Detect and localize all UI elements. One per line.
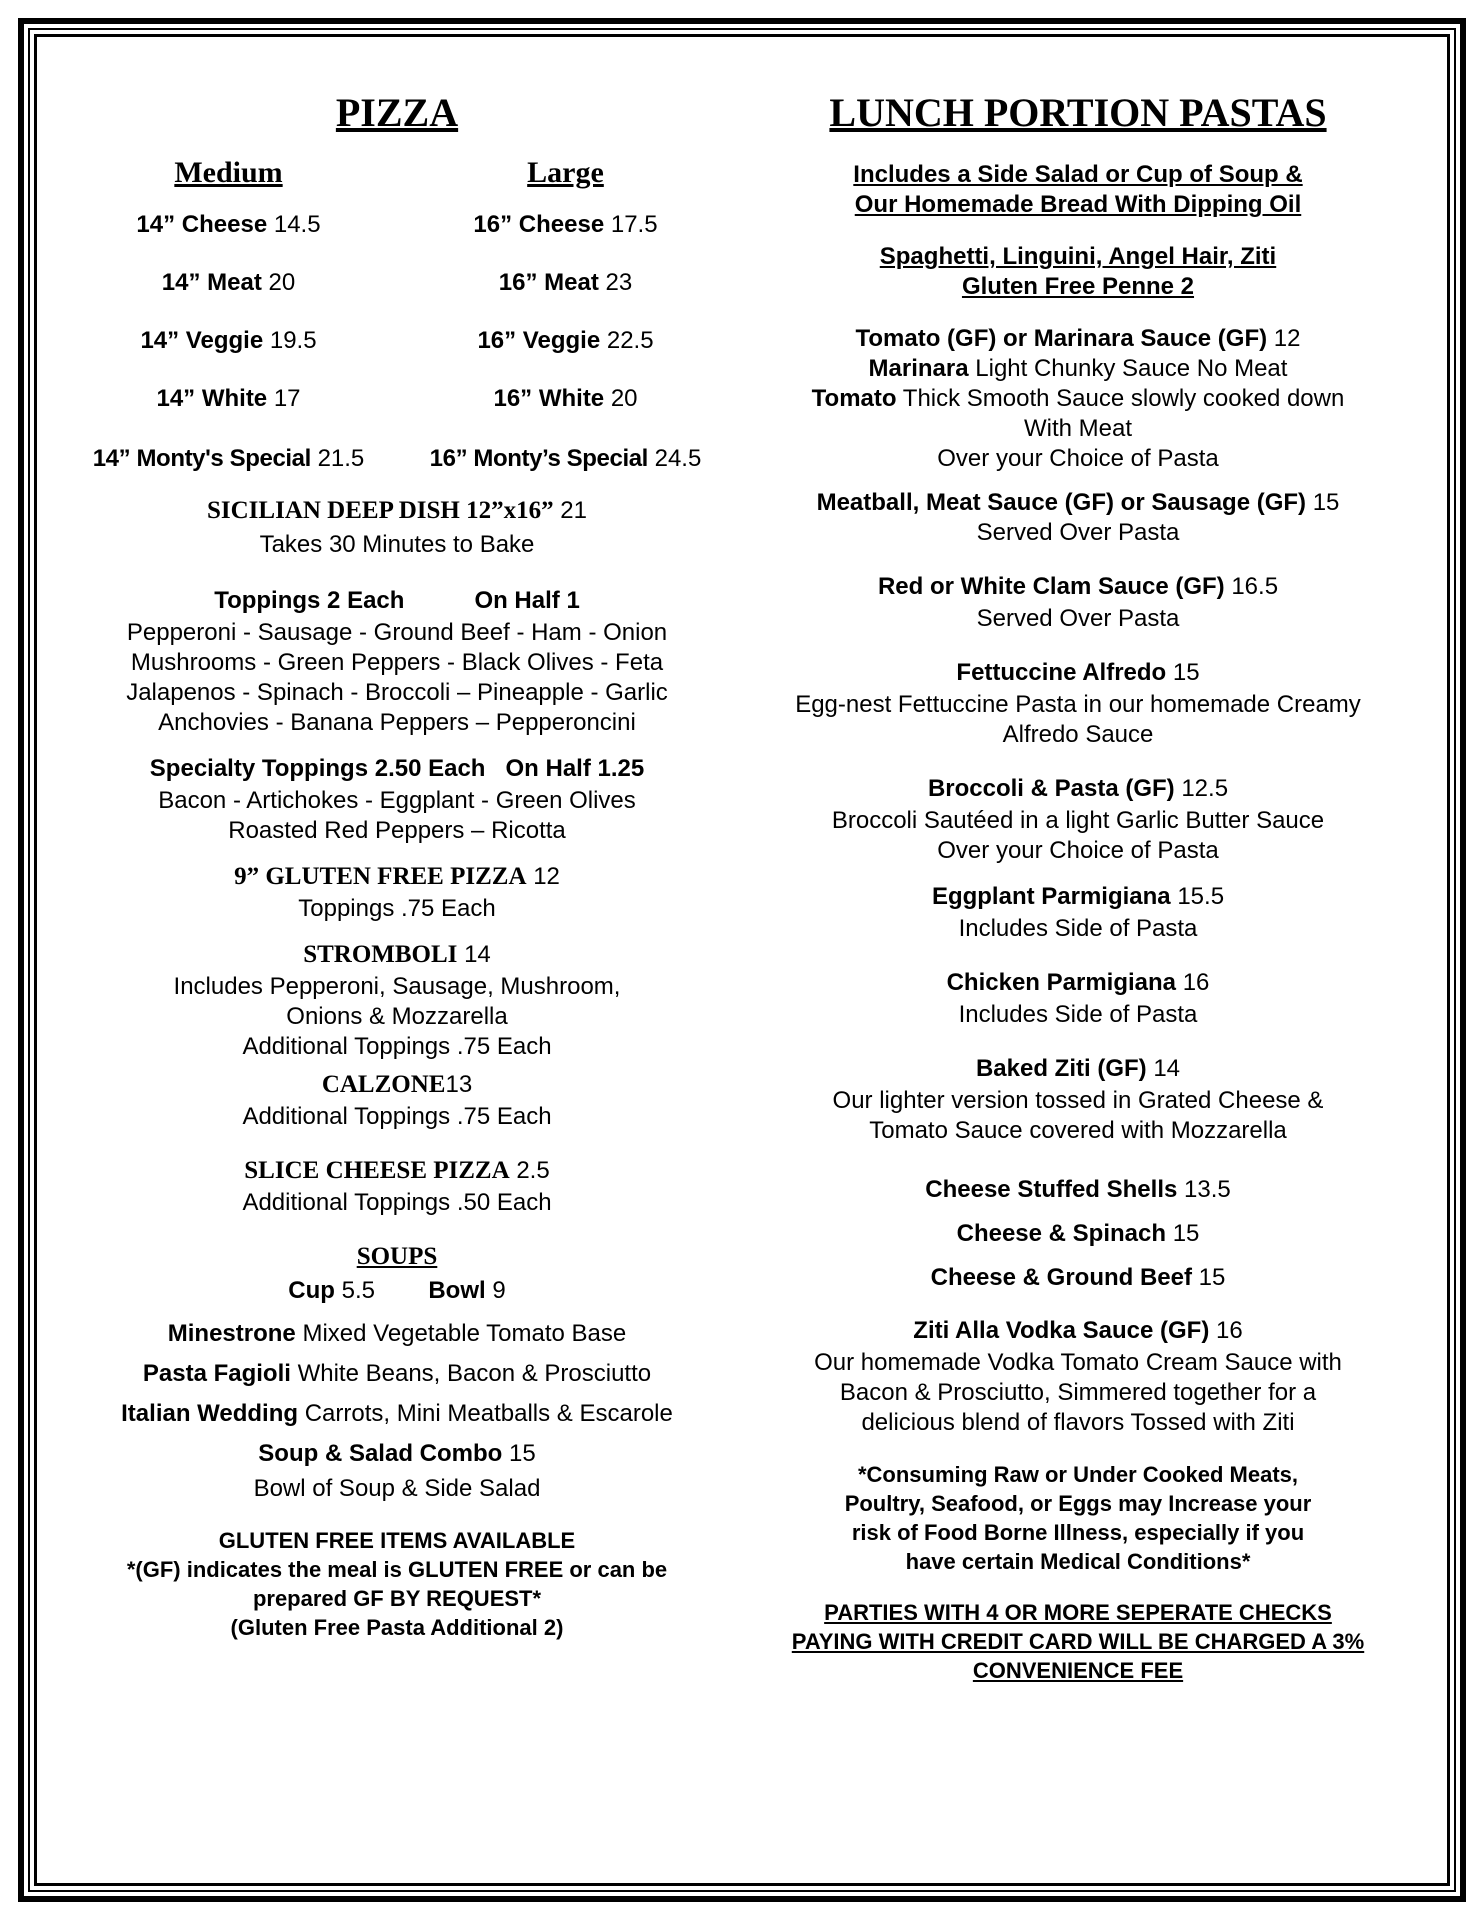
stromboli-line: Onions & Mozzarella [286,1003,508,1030]
calzone-price: 13 [445,1071,473,1098]
pizza-size-grid [60,150,734,488]
soups-heading: SOUPS [356,1243,438,1270]
broccoli-item: Broccoli & Pasta (GF) 12.5 Broccoli Sautéed in a light Garlic Butter Sauce Over your Choice of Pasta [831,775,1325,864]
pasta-types: Spaghetti, Linguini, Angel Hair, Ziti Gluten Free Penne 2 [879,243,1277,300]
soup-combo: Soup & Salad Combo 15 [258,1440,536,1467]
stromboli-name: STROMBOLI [303,941,458,968]
menu-item: Cheese & Ground Beef 15 [930,1264,1226,1291]
slice-name: SLICE CHEESE PIZZA [244,1157,510,1184]
menu-item: 14” Cheese 14.5 [136,211,321,238]
stromboli-line: Includes Pepperoni, Sausage, Mushroom, [173,973,621,1000]
toppings-line: Mushrooms - Green Peppers - Black Olives - Feta [130,649,664,676]
toppings-section [60,584,734,738]
alfredo-item: Fettuccine Alfredo 15 Egg-nest Fettuccine Pasta in our homemade Creamy Alfredo Sauce [795,659,1361,748]
menu-item: 16” Monty’s Special 24.5 [429,445,702,472]
sicilian-price: 21 [560,497,587,524]
medium-heading: Medium [174,156,283,189]
menu-item: Cheese Stuffed Shells 13.5 [925,1176,1231,1203]
menu-item: Cheese & Spinach 15 [956,1220,1200,1247]
sicilian-note: Takes 30 Minutes to Bake [259,531,535,558]
toppings-label: Toppings 2 Each [214,587,405,614]
soup-item: Pasta Fagioli White Beans, Bacon & Prosciutto [142,1360,652,1387]
soup-item: Minestrone Mixed Vegetable Tomato Base [167,1320,627,1347]
medium-column [60,150,397,488]
food-warning: *Consuming Raw or Under Cooked Meats, Poultry, Seafood, or Eggs may Increase your risk of Food Borne Illness, especially if you have certain Medical Conditions* [844,1462,1312,1574]
pizza-column [60,80,734,1642]
toppings-line: Pepperoni - Sausage - Ground Beef - Ham - Onion [126,619,668,646]
tomato-marinara-item: Tomato (GF) or Marinara Sauce (GF) 12 Marinara Light Chunky Sauce No Meat Tomato Thick Smooth Sauce slowly cooked down With Meat Over your Choice of Pasta [811,325,1345,472]
stromboli-price: 14 [464,941,491,968]
eggplant-item: Eggplant Parmigiana 15.5 Includes Side of Pasta [931,883,1225,942]
specialty-toppings-label: Specialty Toppings 2.50 Each [149,755,486,782]
pasta-includes: Includes a Side Salad or Cup of Soup & Our Homemade Bread With Dipping Oil [853,161,1303,218]
specialty-toppings-section [60,752,734,846]
soup-sizes: Cup 5.5 Bowl 9 [288,1277,506,1304]
gf-pizza-name: 9” GLUTEN FREE PIZZA [234,863,527,890]
calzone-note: Additional Toppings .75 Each [242,1103,552,1130]
meatball-item: Meatball, Meat Sauce (GF) or Sausage (GF) 15 Served Over Pasta [816,489,1340,546]
stromboli-section [60,938,734,1062]
sicilian-section [60,494,734,562]
menu-item: 16” White 20 [493,385,638,412]
menu-item: 14” Monty's Special 21.5 [92,445,365,472]
shells-items [750,1168,1406,1300]
clam-item: Red or White Clam Sauce (GF) 16.5 Served Over Pasta [877,573,1279,632]
pizza-title: PIZZA [335,90,459,135]
large-heading: Large [527,156,604,189]
menu-item: 14” Meat 20 [161,269,296,296]
toppings-line: Jalapenos - Spinach - Broccoli – Pineapple - Garlic [126,679,668,706]
menu-item: 16” Cheese 17.5 [473,211,658,238]
specialty-half-label: On Half 1.25 [505,755,645,782]
menu-item: 14” White 17 [156,385,301,412]
menu-item: 16” Veggie 22.5 [477,327,654,354]
sicilian-name: SICILIAN DEEP DISH 12”x16” [207,497,554,524]
gluten-free-notice: GLUTEN FREE ITEMS AVAILABLE *(GF) indicates the meal is GLUTEN FREE or can be prepared GF BY REQUEST* (Gluten Free Pasta Additional 2) [126,1528,668,1640]
gf-pizza-note: Toppings .75 Each [298,895,496,922]
soups-section [60,1240,734,1504]
stromboli-line: Additional Toppings .75 Each [242,1033,552,1060]
specialty-line: Bacon - Artichokes - Eggplant - Green Olives [158,787,636,814]
calzone-section [60,1068,734,1132]
toppings-line: Anchovies - Banana Peppers – Pepperoncini [158,709,636,736]
slice-section [60,1154,734,1218]
pasta-column [750,80,1406,1685]
gf-pizza-price: 12 [533,863,560,890]
calzone-name: CALZONE [321,1071,446,1098]
chicken-item: Chicken Parmigiana 16 Includes Side of Pasta [946,969,1210,1028]
baked-ziti-item: Baked Ziti (GF) 14 Our lighter version tossed in Grated Cheese & Tomato Sauce covered with Mozzarella [832,1055,1324,1144]
soup-item: Italian Wedding Carrots, Mini Meatballs & Escarole [121,1400,673,1427]
credit-card-fee-notice: PARTIES WITH 4 OR MORE SEPERATE CHECKS PAYING WITH CREDIT CARD WILL BE CHARGED A 3% CONVENIENCE FEE [791,1600,1365,1683]
slice-price: 2.5 [516,1157,550,1184]
vodka-item: Ziti Alla Vodka Sauce (GF) 16 Our homemade Vodka Tomato Cream Sauce with Bacon & Prosciutto, Simmered together for a delicious blend of flavors Tossed with Ziti [814,1317,1342,1436]
menu-item: 16” Meat 23 [498,269,633,296]
pasta-title: LUNCH PORTION PASTAS [829,90,1327,135]
specialty-line: Roasted Red Peppers – Ricotta [228,817,566,844]
soup-combo-desc: Bowl of Soup & Side Salad [253,1475,541,1502]
toppings-half-label: On Half 1 [474,587,580,614]
menu-item: 14” Veggie 19.5 [140,327,317,354]
gluten-free-pizza-section [60,860,734,924]
slice-note: Additional Toppings .50 Each [242,1189,552,1216]
large-column [397,150,734,488]
